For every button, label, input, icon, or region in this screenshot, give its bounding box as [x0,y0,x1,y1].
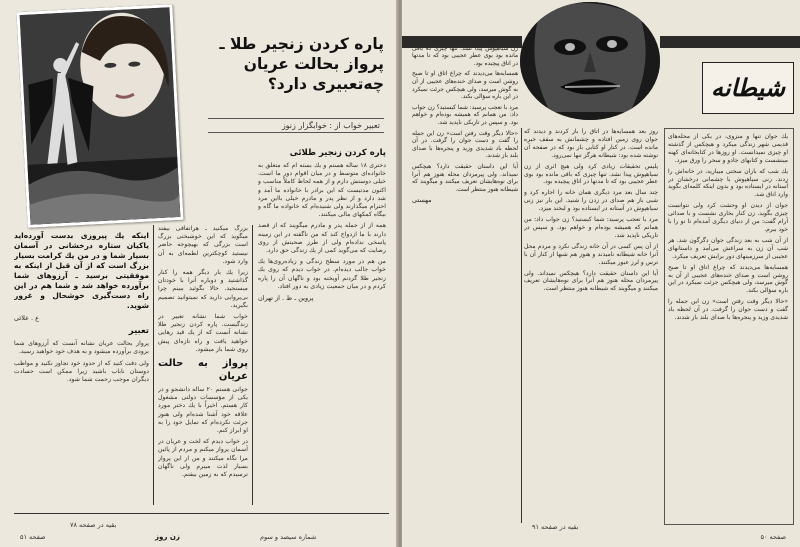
story-title-box [702,62,794,114]
headline-line-1: پاره کردن زنجیر طلا ـ [219,35,384,53]
paragraph: من هم در مورد سطح زندگی و زیاده‌روی‌ها یك خواب جالب دیده‌ام. در خواب دیدم که روی یك زنجیر طلا گردنم آویخته بود و ناگهان آن را پاره کردم و در میان جمعیت زیادی به دور افتاد. [258,258,386,290]
paragraph: آیا این داستان حقیقت دارد؟ هیچکس نمیداند. ولی پیرمردان محله هنوز هم آنرا برای نوه‌هایشان تعریف میکنند و میگویند که شیطانه هنوز منتظر است. [524,269,658,293]
page-number-right: صفحه ۵۰ [760,533,786,541]
paragraph: چند سال بعد مرد دیگری همان خانه را اجاره کرد و شبی باز هم صدای در زدن را شنید. این بار نیز زنی سیاهپوش در آستانه در ایستاده بود و لبخند میزد. [524,189,658,213]
demon-face-icon [520,2,660,120]
paragraph: روز بعد همسایه‌ها در اتاق را باز کردند و دیدند که جوان روی زمین افتاده و چشمانش به سقف خیره مانده است. در کنار او کتابی باز بود که در صفحه آن نوشته شده بود: شیطانه هرگز تنها نمی‌رود. [524,128,658,159]
paragraph: همسایه‌ها می‌دیدند که چراغ اتاق او تا صبح روشن است و صدای خنده‌های عجیبی از آن به گوش میرسد، ولی هیچکس جرئت نمیکرد در این باره سؤالی بکند. [412,71,518,101]
paragraph: آیا این داستان حقیقت دارد؟ هیچکس نمیداند. ولی پیرمردان محله هنوز هم آنرا برای نوه‌هایشان تعریف میکنند و میگویند که شیطانه هنوز منتظر است. [412,163,518,193]
magazine-logo: زن روز [155,533,180,541]
paragraph: ولی دقت کنید که از حدود خود تجاوز نکنید و مواظب دوستان ناباب باشید زیرا ممکن است حسادت دیگران موجب زحمت شما شود. [14,359,149,384]
story-column-3 [412,38,518,523]
right-page [402,0,800,547]
column-right [258,145,386,495]
paragraph: پرواز بحالت عریان نشانه آنست که آرزوهای شما بزودی برآورده میشود و به هدف خود خواهید رسید. [14,340,149,356]
paragraph: دختری ۱۸ ساله هستم و یك بسته ام که متعلق به خانواده‌ای متوسط و در میان اقوام دور ما است. خیلی دوستش دارم و از همه لحاظ کاملاً مناسب و اکنون مدتیست که این برادر با خانواده ما آمد و شد دارد و از نظر پدر و مادرم خیلی بااین مرد احترام میگذارند ولی شنیده‌ام که خانواده ما گاه و بیگاه کمکهای مالی میکنند. [258,162,386,219]
paragraph: «حالا دیگر وقت رفتن است» زن این جمله را گفت و دست جوان را گرفت. در آن لحظه باد شدیدی وزید و پنجره‌ها با صدای بلند باز شدند. [412,130,518,160]
signature: پروین ـ ظ . از تهران [258,294,314,303]
column-divider [252,225,253,505]
paragraph: زیرا یك بار دیگر همه را کنار گذاشتید و دوباره آنرا با خودتان میسنجید. حالا بگوئید ببینم چرا بی‌پروایی دارید که نمیتوانید تصمیم بگیرید. [158,269,248,309]
paragraph: در خواب دیدم که لخت و عریان در آسمان پرواز میکنم و مردم از پائین مرا نگاه میکنند و من از این پرواز بسیار لذت میبرم ولی ناگهان ترسیدم که به زمین بیفتم. [158,438,248,479]
masthead-bar-right [660,36,800,48]
paragraph: جوانی هستم ۲۰ ساله دانشجو و در یکی از مؤسسات دولتی مشغول کار هستم. اخیراً با یك دختر مورد علاقه خود آشنا شده‌ام ولی هنوز جرئت نکرده‌ام که تمایل خود را به او ابراز کنم. [158,386,248,435]
column-left [14,228,149,518]
page-number-left: صفحه ۵۱ [20,533,46,541]
headline-line-2: پرواز بحالت عریان [243,55,384,73]
column-divider [153,225,154,505]
story-title: شیطانه [711,74,785,102]
paragraph: از آن پس کسی در آن خانه زندگی نکرد و مردم محل آنرا خانه شیطانه نامیدند و هنوز هم شبها از کنار آن با ترس و لرز عبور میکنند. [524,242,658,266]
headline [179,34,384,94]
left-page [0,0,398,547]
woman-flying-photo [16,4,183,228]
story-signature: مهستی [412,196,432,205]
paragraph: «حالا دیگر وقت رفتن است» زن این جمله را گفت و دست جوان را گرفت. در آن لحظه باد شدیدی وزید و پنجره‌ها با صدای بلند باز شدند. [668,298,788,322]
paragraph: پلیس تحقیقات زیادی کرد ولی هیچ اثری از زن سیاهپوش پیدا نشد. تنها چیزی که باقی مانده بود بوی عطر عجیبی بود که تا مدتها در اتاق پیچیده بود. [412,38,518,67]
section-heading: پاره کردن زنجیر طلائی [289,148,386,158]
story-column-2 [524,128,658,523]
signature: ع . علائی [14,314,40,322]
paragraph: یك جوان تنها و منزوی، در یکی از محله‌های قدیمی شهر زندگی میکرد و هیچکس از گذشته او چیزی نمیدانست. او روزها در کتابخانه‌ای کهنه مینشست و کتابهای جادو و سحر را ورق میزد. [668,133,788,164]
story-column-1 [668,133,788,518]
paragraph: خواب شما نشانه تغییر در زندگیست. پاره کردن زنجیر طلا نشانه آنست که از یك قید رهایی خواهید یافت و راه تازه‌ای پیش روی شما باز میشود. [158,313,248,353]
paragraph: یك شب که باران سختی میبارید، در خانه‌اش را زدند. زنی سیاهپوش با چشمانی درخشان در آستانه در ایستاده بود و بدون اینکه کلمه‌ای بگوید وارد اتاق شد. [668,167,788,199]
answer-highlight: اینکه یك پیروزی بدست آورده‌اید یاکیان ستاره درخشانی در آسمان بسیار شما و در من یك کرامت بسیار بزرگ است که از آن قبل از اینکه به موفقیتی برسید ـ آرزوهای شما برآورده خواهد شد و شما هم در این راه دست‌گیری خوشحال و غرور شوید. [14,231,149,310]
paragraph: جوان از دیدن او وحشت کرد ولی نتوانست چیزی بگوید. زن کنار بخاری نشست و با صدائی آرام گفت: من از دنیای دیگری آمده‌ام تا تو را با خود ببرم. [668,202,788,233]
interpretation-heading: تعبیر [128,326,149,337]
byline: تعبیر خواب از : خوابگزار زنوز [208,118,384,133]
face-illustration [520,2,660,120]
subheading-flight: پرواز به حالت عریان [158,358,248,383]
paragraph: مرد با تعجب پرسید: شما کیستید؟ زن جواب داد: من همانم که همیشه بوده‌ام و خواهم بود. و سپس در تاریکی ناپدید شد. [412,104,518,126]
continuation-note: بقیه در صفحه ۷۸ [70,521,117,529]
paragraph: بزرگ میکنید ـ هراتفاقی بیفتد میگوید که این خوشبختی بزرگ است بزرگی که بهیچوجه حاضر نیستید کوچکترین لطمه‌ای به آن وارد شود. [158,225,248,265]
issue-number: شماره سیصد و سوم [260,533,317,541]
paragraph: مرد با تعجب پرسید: شما کیستید؟ زن جواب داد: من همانم که همیشه بوده‌ام و خواهم بود. و سپس در تاریکی ناپدید شد. [524,216,658,239]
paragraph: از آن شب به بعد زندگی جوان دگرگون شد. هر شب آن زن به سراغش می‌آمد و داستانهای عجیبی از سرزمینهای دور برایش تعریف میکرد. [668,236,788,260]
column-divider [521,128,522,523]
footer-rule [14,513,389,514]
paragraph: همه از از جمله پدر و مادرم میگویند که از قصد دارند با ما ازدواج کند که من ناگفته در این زمینه پاسخی نداده‌ام ولی از طرز صحبتش از روی رضایت که می‌گوید کمی از یك زندگی حق دارد. [258,222,386,255]
flying-woman-illustration [20,7,181,225]
headline-line-3: چه‌تعبیری دارد؟ [267,75,384,93]
paragraph: پلیس تحقیقات زیادی کرد ولی هیچ اثری از زن سیاهپوش پیدا نشد. تنها چیزی که باقی مانده بود بوی عطر عجیبی بود که تا مدتها در اتاق پیچیده بود. [524,162,658,186]
continuation-note-right: بقیه در صفحه ۹۱ [532,523,579,531]
paragraph: همسایه‌ها می‌دیدند که چراغ اتاق او تا صبح روشن است و صدای خنده‌های عجیبی از آن به گوش میرسد، ولی هیچکس جرئت نمیکرد در این باره سؤالی بکند. [668,263,788,295]
column-middle [158,225,248,515]
